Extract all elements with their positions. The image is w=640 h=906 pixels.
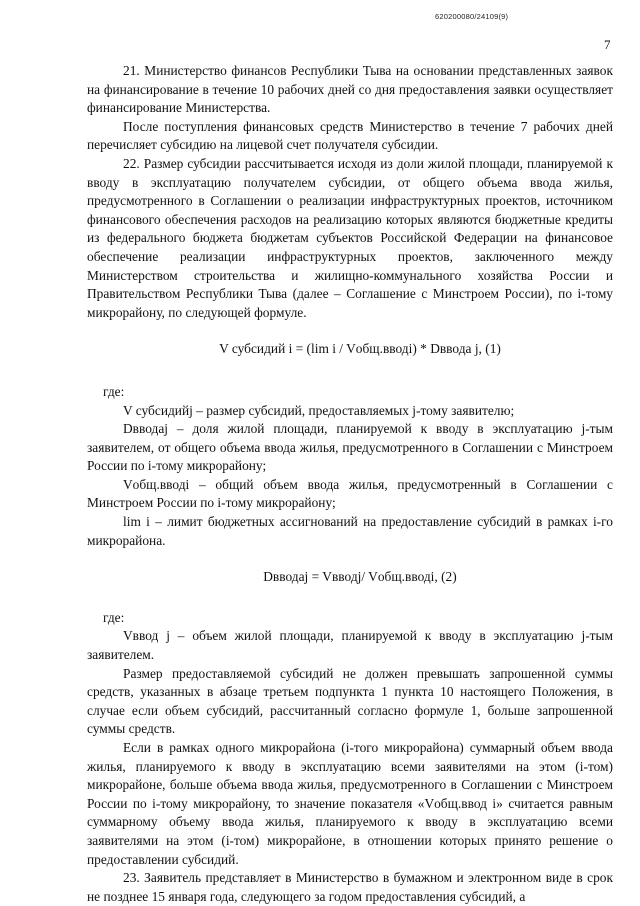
page-number: 7 bbox=[604, 37, 611, 52]
paragraph-subsidy-size: Размер предоставляемой субсидий не должен превышать запрошенной суммы средств, указанных в абзаце третьем подпункта 1 пункта 10 настоящего Положения, в случае если объем субсидий, рассчитанный согласно формуле 1, больше запрошенной суммы средств. bbox=[87, 665, 613, 737]
paragraph-23: 23. Заявитель представляет в Министерство в бумажном и электронном виде в срок не позднее 15 января года, следующего за годом предоставления субсидий, а bbox=[87, 870, 613, 904]
definition-d-share: Dвводаj – доля жилой площади, планируемой к вводу в эксплуатацию j-тым заявителем, от общего объема ввода жилья, предусмотренного в Соглашении с Минстроем России по i-тому микрорайону; bbox=[87, 421, 613, 474]
definition-lim: lim i – лимит бюджетных ассигнований на предоставление субсидий в рамках i-го микрорайона. bbox=[87, 514, 613, 548]
paragraph-22: 22. Размер субсидии рассчитывается исходя из доли жилой площади, планируемой к вводу в эксплуатацию получателем субсидии, от общего объема ввода жилья, предусмотренного в Соглашении о реализации инфраструктурных проектов, источником финансового обеспечения расходов на реализацию которых являются бюджетные кредиты из федерального бюджета бюджетам субъектов Российской Федерации на финансовое обеспечение реализации инфраструктурных проектов, заключенного между Министерством строительства и жилищно-коммунального хозяйства России и Правительством Республики Тыва (далее – Соглашение с Минстроем России), по i-тому микрорайону, по следующей формуле. bbox=[87, 155, 613, 320]
paragraph-if-microdistrict: Если в рамках одного микрорайона (i-того микрорайона) суммарный объем ввода жилья, планируемого к вводу в эксплуатацию всеми заявителями на этом (i-том) микрорайоне, больше объема ввода жилья, предусмотренного в Соглашении с Минстроем России по i-тому микрорайону, то значение показателя «Vобщ.ввод i» считается равным суммарному объему ввода жилья, планируемого к вводу в эксплуатацию всеми заявителями на этом (i-том) микрорайоне, в отношении которых принято решение о предоставлении субсидий. bbox=[87, 740, 613, 867]
document-body bbox=[87, 62, 613, 906]
definition-v-subsidy: V субсидийj – размер субсидий, предоставляемых j-тому заявителю; bbox=[123, 402, 515, 418]
definition-v-input: Vввод j – объем жилой площади, планируемой к вводу в эксплуатацию j-тым заявителем. bbox=[87, 628, 613, 663]
definition-v-total: Vобщ.вводi – общий объем ввода жилья, предусмотренный в Соглашении с Минстроем России по i-тому микрорайону; bbox=[87, 476, 613, 511]
formula-1: V субсидий i = (lim i / Vобщ.вводi) * Dввода j, (1) bbox=[219, 341, 501, 357]
where-label-1: где: bbox=[103, 383, 125, 399]
formula-2: Dвводаj = Vвводj/ Vобщ.вводi, (2) bbox=[263, 569, 457, 585]
paragraph-21: 21. Министерство финансов Республики Тыва на основании представленных заявок на финансирование в течение 10 рабочих дней со дня предоставления заявки осуществляет финансирование Министерства. bbox=[87, 63, 613, 116]
paragraph-21-transfer: После поступления финансовых средств Министерство в течение 7 рабочих дней перечисляет субсидию на лицевой счет получателя субсидии. bbox=[87, 118, 613, 153]
document-code: 620200080/24109(9) bbox=[435, 12, 509, 21]
where-label-2: где: bbox=[103, 609, 125, 625]
